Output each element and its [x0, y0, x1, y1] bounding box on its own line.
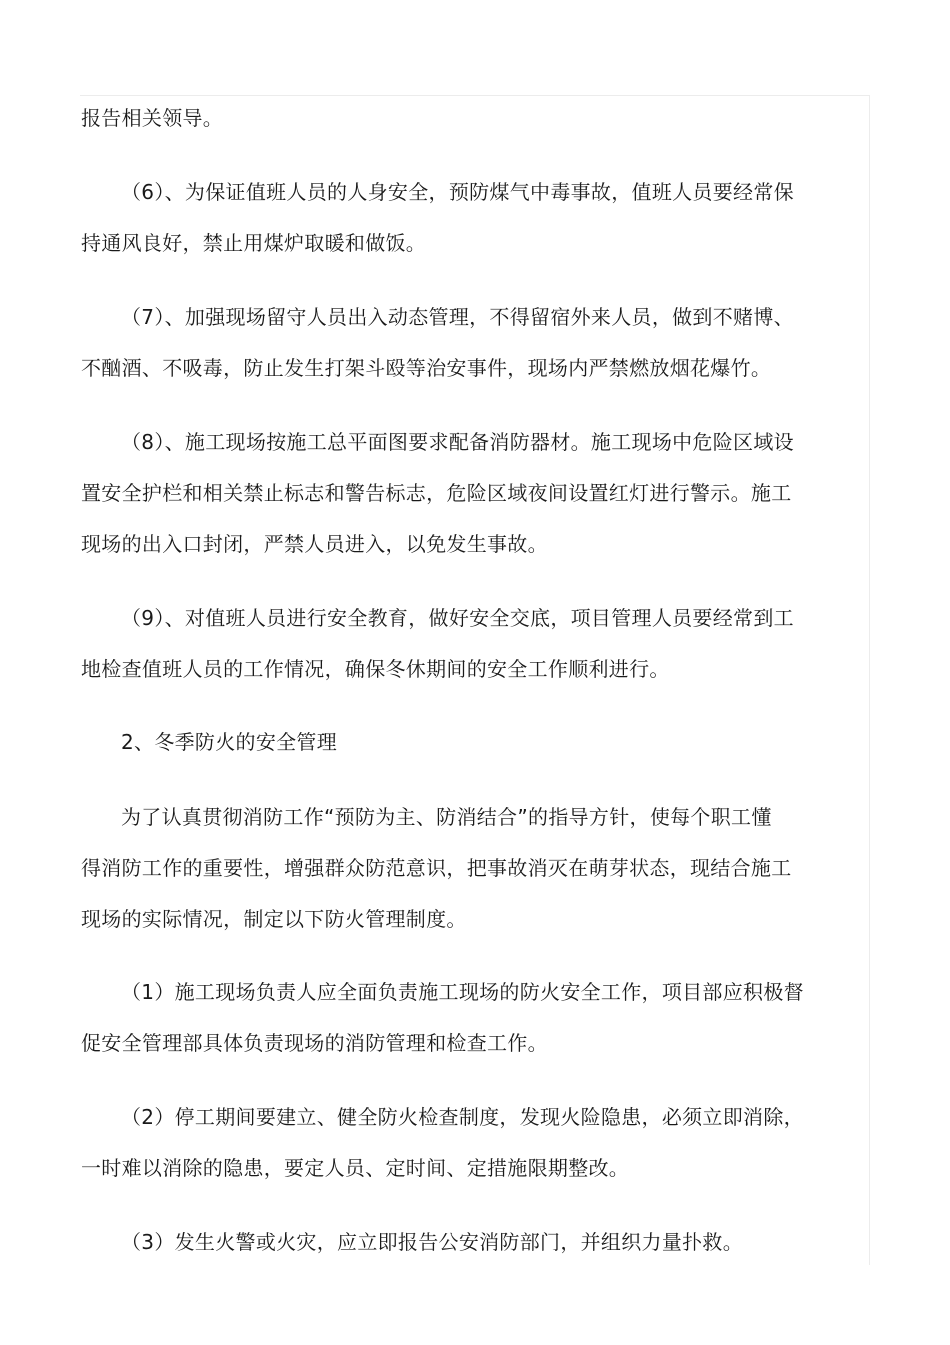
text-line: 持通风良好，禁止用煤炉取暖和做饭。: [81, 231, 427, 255]
text-line: 为了认真贯彻消防工作“预防为主、防消结合”的指导方针，使每个职工懂: [121, 805, 772, 829]
text-line: （9）、对值班人员进行安全教育，做好安全交底，项目管理人员要经常到工: [121, 606, 794, 630]
text-line: （2）停工期间要建立、健全防火检查制度，发现火险隐患，必须立即消除，: [121, 1105, 804, 1129]
text-line: 得消防工作的重要性，增强群众防范意识，把事故消灭在萌芽状态，现结合施工: [81, 856, 792, 880]
text-line: 地检查值班人员的工作情况，确保冬休期间的安全工作顺利进行。: [81, 657, 670, 681]
text-line: （3）发生火警或火灾，应立即报告公安消防部门，并组织力量扑救。: [121, 1230, 744, 1254]
text-line: 报告相关领导。: [81, 106, 224, 130]
text-line: 置安全护栏和相关禁止标志和警告标志，危险区域夜间设置红灯进行警示。施工: [81, 481, 792, 505]
text-line: （8）、施工现场按施工总平面图要求配备消防器材。施工现场中危险区域设: [121, 430, 794, 454]
text-line: 促安全管理部具体负责现场的消防管理和检查工作。: [81, 1031, 548, 1055]
text-line: （6）、为保证值班人员的人身安全，预防煤气中毒事故，值班人员要经常保: [121, 180, 794, 204]
text-line: 现场的实际情况，制定以下防火管理制度。: [81, 907, 467, 931]
text-line: （1）施工现场负责人应全面负责施工现场的防火安全工作，项目部应积极督: [121, 980, 804, 1004]
text-line: （7）、加强现场留守人员出入动态管理，不得留宿外来人员，做到不赌博、: [121, 305, 794, 329]
text-line: 一时难以消除的隐患，要定人员、定时间、定措施限期整改。: [81, 1156, 630, 1180]
text-line: 现场的出入口封闭，严禁人员进入，以免发生事故。: [81, 532, 548, 556]
text-line: 不酗酒、不吸毒，防止发生打架斗殴等治安事件，现场内严禁燃放烟花爆竹。: [81, 356, 772, 380]
page-border-top: [80, 95, 870, 96]
section-heading: 2、冬季防火的安全管理: [121, 730, 338, 754]
page-border-right: [869, 95, 870, 1265]
